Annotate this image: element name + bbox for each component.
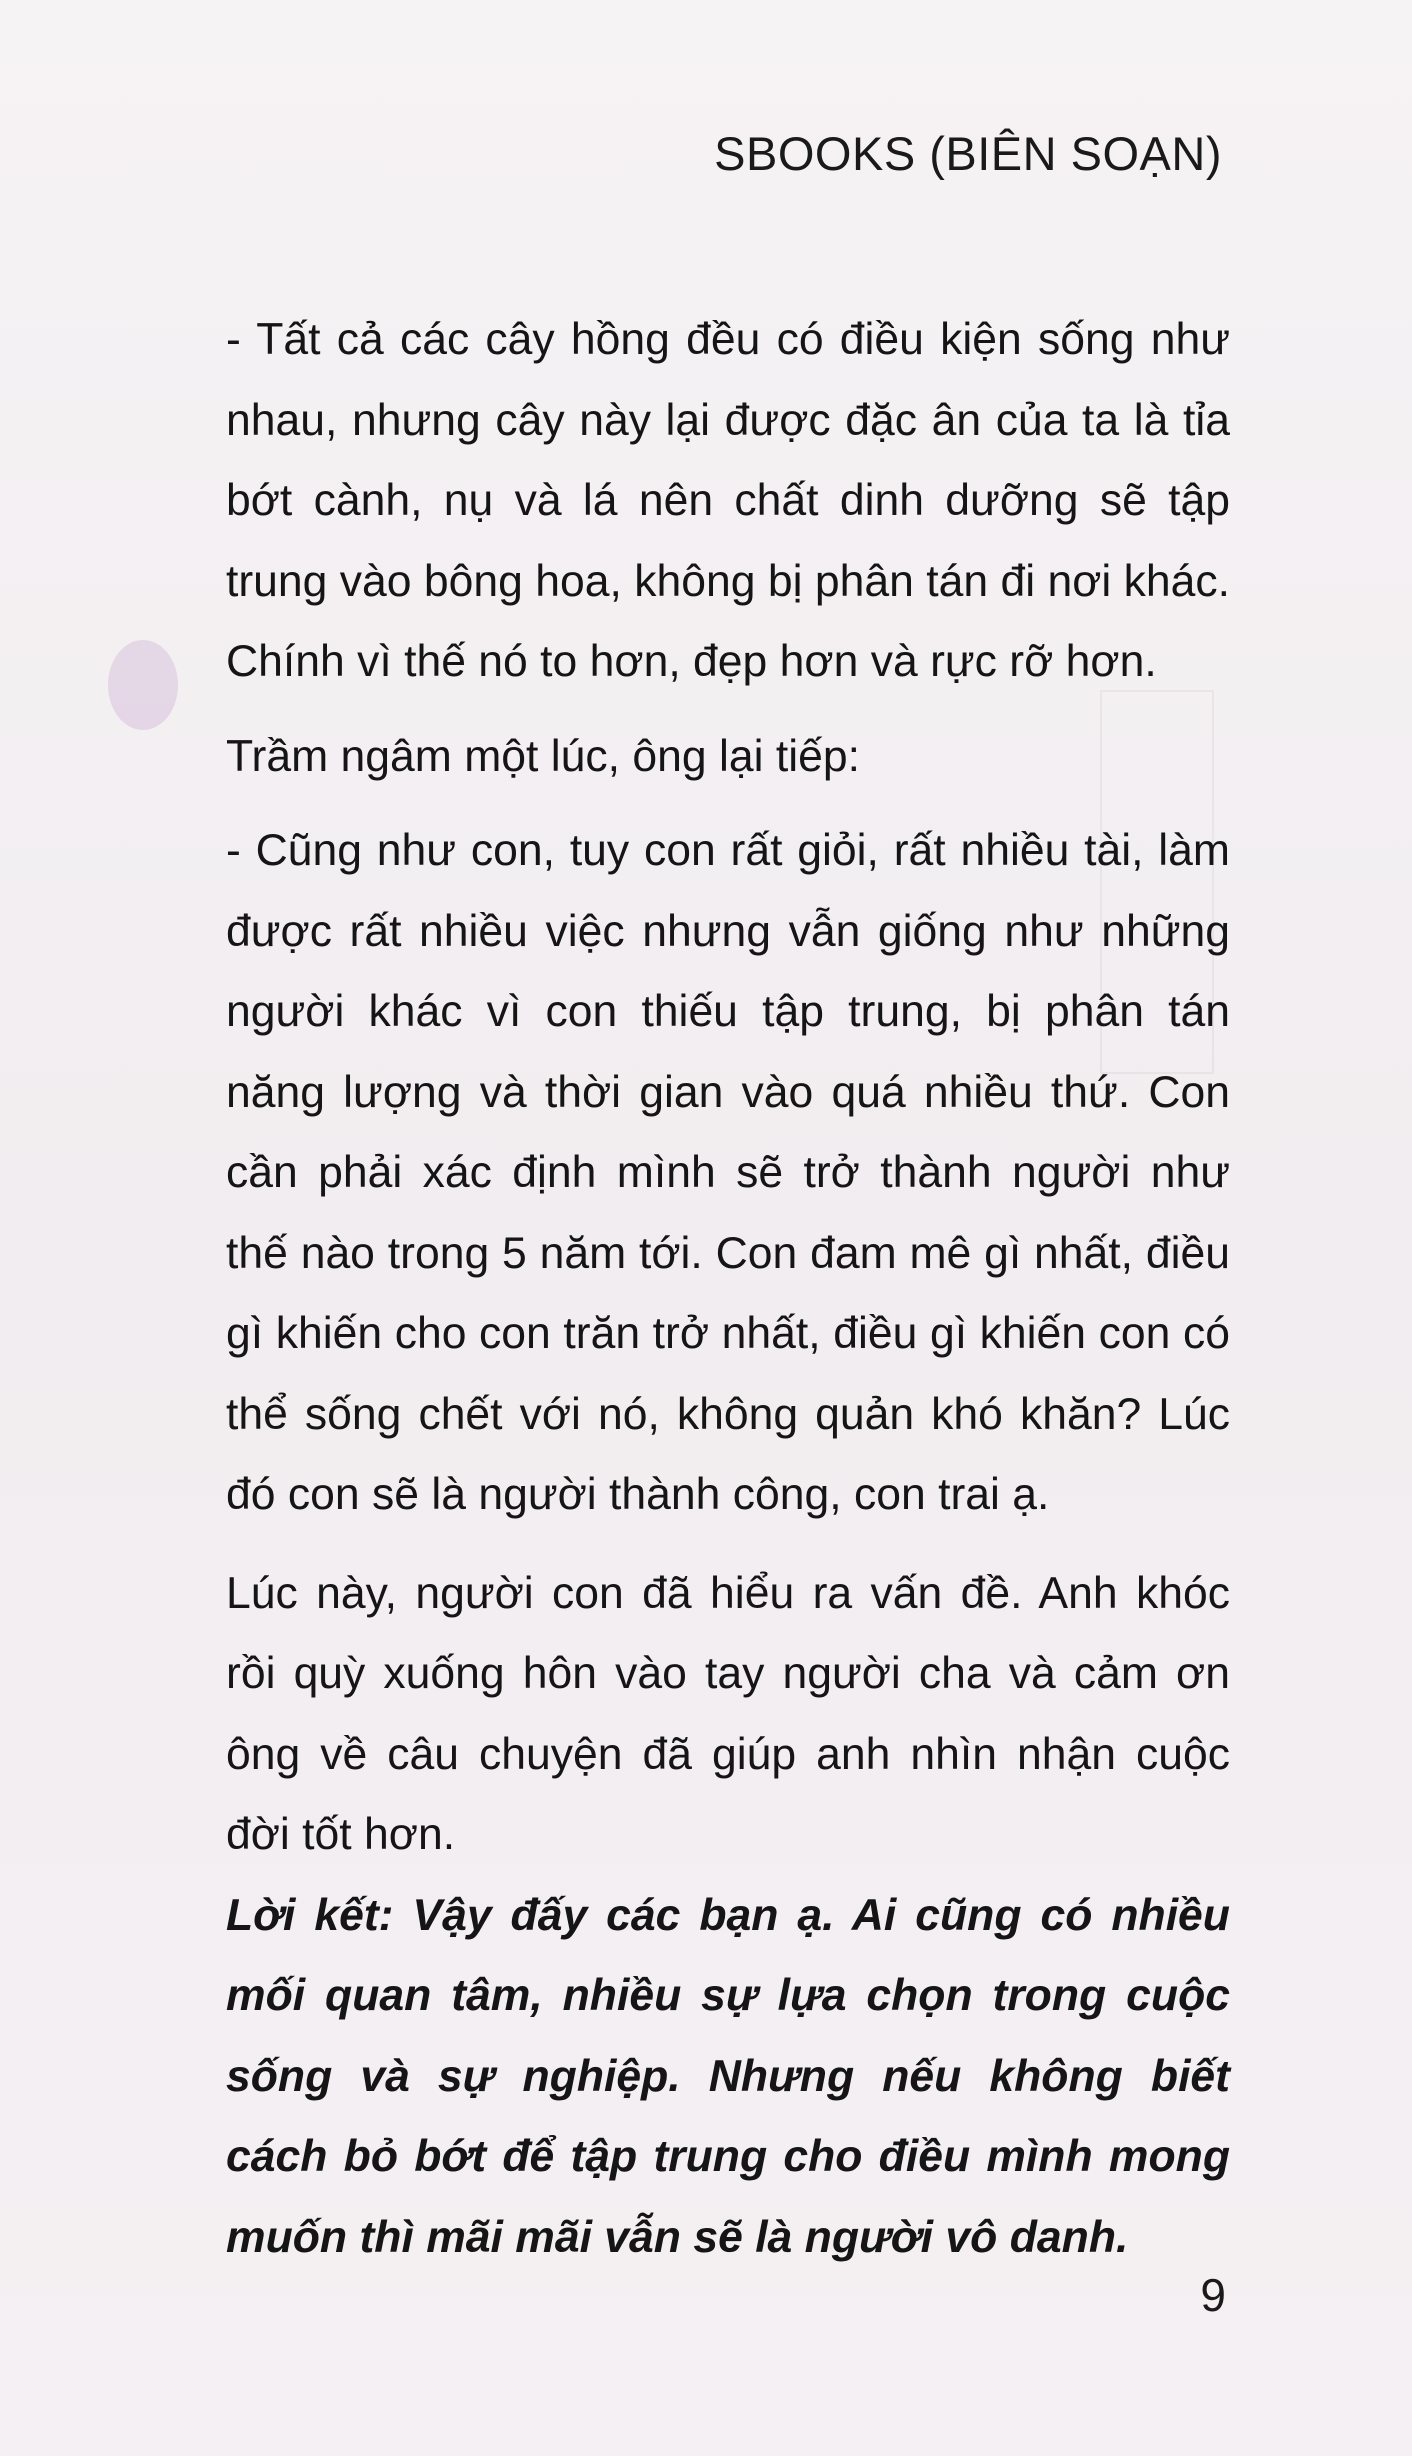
running-head: SBOOKS (BIÊN SOẠN)	[714, 127, 1222, 180]
paragraph-3: - Cũng như con, tuy con rất giỏi, rất nhiều tài, làm được rất nhiều việc nhưng vẫn giống như những người khác vì con thiếu tập trung, bị phân tán năng lượng và thời gian vào quá nhiều thứ. Con cần phải xác định mình sẽ trở thành người như thế nào trong 5 năm tới. Con đam mê gì nhất, điều gì khiến cho con trăn trở nhất, điều gì khiến con có thể sống chết với nó, không quản khó khăn? Lúc đó con sẽ là người thành công, con trai ạ.	[226, 826, 1230, 1519]
paragraph-1: - Tất cả các cây hồng đều có điều kiện sống như nhau, nhưng cây này lại được đặc ân của ta là tỉa bớt cành, nụ và lá nên chất dinh dưỡng sẽ tập trung vào bông hoa, không bị phân tán đi nơi khác. Chính vì thế nó to hơn, đẹp hơn và rực rỡ hơn.	[226, 315, 1230, 686]
paragraph-2: Trầm ngâm một lúc, ông lại tiếp:	[226, 731, 860, 781]
conclusion-paragraph: Lời kết: Vậy đấy các bạn ạ. Ai cũng có nhiều mối quan tâm, nhiều sự lựa chọn trong cuộc sống và sự nghiệp. Nhưng nếu không biết cách bỏ bớt để tập trung cho điều mình mong muốn thì mãi mãi vẫn sẽ là người vô danh.	[226, 1890, 1230, 2262]
page-body	[226, 300, 1230, 2278]
page-number: 9	[1200, 2269, 1226, 2321]
bleed-through-mark	[108, 640, 178, 730]
paragraph-4: Lúc này, người con đã hiểu ra vấn đề. Anh khóc rồi quỳ xuống hôn vào tay người cha và cảm ơn ông về câu chuyện đã giúp anh nhìn nhận cuộc đời tốt hơn.	[226, 1568, 1230, 1859]
